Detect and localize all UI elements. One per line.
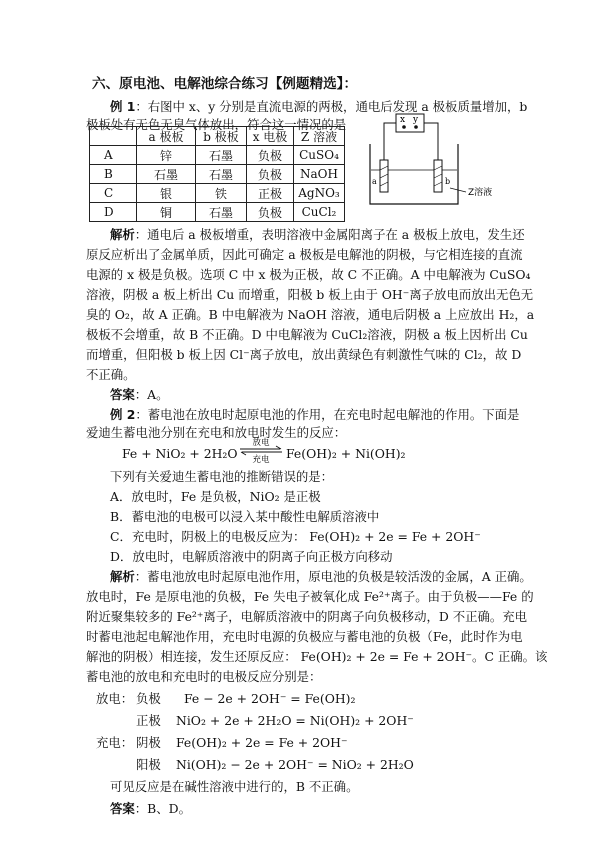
example2-question-line1: 例 2：蓄电池在放电时起原电池的作用，在充电时起电解池的作用。下面是 xyxy=(110,407,520,422)
x-label: x xyxy=(400,115,406,125)
example1-analysis-line: 原反应析出了金属单质，因此可确定 a 极板是电解池的阴极，与它相连接的直流 xyxy=(86,247,523,262)
terminal-y xyxy=(414,125,418,129)
example1-analysis-line: 电源的 x 极是负极。选项 C 中 x 极为正极，故 C 不正确。A 中电解液为 CuSO₄ xyxy=(86,267,531,282)
example2-label: 例 2 xyxy=(110,407,136,422)
table-row: A 锌 石墨 负极 CuSO₄ xyxy=(90,146,345,165)
reversible-arrow xyxy=(238,436,284,464)
charge-label: 充电 xyxy=(252,455,270,464)
example2-analysis-line: 附近聚集较多的 Fe²⁺离子，电解质溶液中的阴离子向负极移动，D 不正确。充电 xyxy=(86,609,528,624)
example2-analysis-line: 解池的阴极）相连接，发生还原反应： Fe(OH)₂ + 2e = Fe + 2OH⁻。C 正确。该 xyxy=(86,649,548,664)
example1-question-line2: 极板处有无色无臭气体放出，符合这一情况的是 xyxy=(86,117,347,132)
z-solution-label: Z溶液 xyxy=(468,188,493,198)
example2-analysis-line: 放电时，Fe 是原电池的负极，Fe 失电子被氧化成 Fe²⁺离子。由于负极——Fe 的 xyxy=(86,589,534,604)
example1-analysis-line: 解析：通电后 a 极板增重，表明溶液中金属阳离子在 a 极板上放电，发生还 xyxy=(110,227,525,242)
terminal-x xyxy=(402,125,406,129)
example1-analysis-line: 而增重，但阳极 b 板上因 Cl⁻离子放电，放出黄绿色有刺激性气味的 Cl₂，故 D xyxy=(86,347,522,362)
example2-ask: 下列有关爱迪生蓄电池的推断错误的是： xyxy=(110,469,334,484)
electrolysis-cell-diagram xyxy=(362,112,512,222)
example2-analysis-line: 蓄电池的放电和充电时的电极反应分别是： xyxy=(86,669,322,684)
example1-analysis-line: 不正确。 xyxy=(86,367,136,382)
example2-analysis-line: 时蓄电池起电解池作用，充电时电源的负极应与蓄电池的负极（Fe，此时作为电 xyxy=(86,629,523,644)
option-c: C．充电时，阴极上的电极反应为： Fe(OH)₂ + 2e = Fe + 2OH⁻ xyxy=(110,529,481,544)
electrode-reaction-row: 放电： 负极 Fe − 2e + 2OH⁻ = Fe(OH)₂ xyxy=(96,691,356,706)
example1-analysis-line: 溶液，阴极 a 板上析出 Cu 而增重，阳极 b 板上由于 OH⁻离子放电而放出无色无 xyxy=(86,287,534,302)
example1-analysis-label: 解析 xyxy=(110,227,135,242)
example1-analysis-line: 臭的 O₂，故 A 正确。B 中电解液为 NaOH 溶液，通电后阴极 a 上应放出 H₂，a xyxy=(86,307,535,322)
options-table xyxy=(89,126,345,222)
example1-question-line1: 例 1：右图中 x、y 分别是直流电源的两极，通电后发现 a 极板质量增加，b xyxy=(110,99,528,114)
section-title: 六、原电池、电解池综合练习【例题精选】： xyxy=(92,76,358,92)
reaction-left: Fe + NiO₂ + 2H₂O xyxy=(122,446,238,461)
electrode-reaction-row: 阳极 Ni(OH)₂ − 2e + 2OH⁻ = NiO₂ + 2H₂O xyxy=(136,757,414,772)
option-a: A．放电时，Fe 是负极，NiO₂ 是正极 xyxy=(110,489,321,504)
electrode-reaction-row: 充电： 阴极 Fe(OH)₂ + 2e = Fe + 2OH⁻ xyxy=(96,735,348,750)
example1-answer: 答案：A。 xyxy=(110,387,169,402)
example2-question-line2: 爱迪生蓄电池分别在充电和放电时发生的反应： xyxy=(86,425,347,440)
wire-left xyxy=(384,123,396,160)
b-label: b xyxy=(445,177,451,186)
example2-analysis-label: 解析 xyxy=(110,569,135,584)
a-label: a xyxy=(372,177,377,186)
y-label: y xyxy=(413,115,419,125)
wire-right xyxy=(424,123,438,160)
table-header-row: a 极板 b 极板 x 电极 Z 溶液 xyxy=(90,127,345,146)
example2-conclusion: 可见反应是在碱性溶液中进行的，B 不正确。 xyxy=(110,779,359,794)
reaction-right: Fe(OH)₂ + Ni(OH)₂ xyxy=(286,446,406,461)
example2-answer: 答案：B、D。 xyxy=(110,801,191,816)
electrode-reaction-row: 正极 NiO₂ + 2e + 2H₂O = Ni(OH)₂ + 2OH⁻ xyxy=(136,713,414,728)
table-row: C 银 铁 正极 AgNO₃ xyxy=(90,184,345,203)
table-row: B 石墨 石墨 负极 NaOH xyxy=(90,165,345,184)
table-row: D 铜 石墨 负极 CuCl₂ xyxy=(90,203,345,222)
discharge-label: 放电 xyxy=(252,438,270,448)
option-d: D．放电时，电解质溶液中的阴离子向正极方向移动 xyxy=(110,549,393,564)
example2-analysis-line: 解析：蓄电池放电时起原电池作用，原电池的负极是较活泼的金属，A 正确。 xyxy=(110,569,532,584)
example1-analysis-line: 极板不会增重，故 B 不正确。D 中电解液为 CuCl₂溶液，阴极 a 板上因析出 Cu xyxy=(86,327,528,342)
option-b: B．蓄电池的电极可以浸入某中酸性电解质溶液中 xyxy=(110,509,380,524)
example1-label: 例 1 xyxy=(110,99,136,114)
